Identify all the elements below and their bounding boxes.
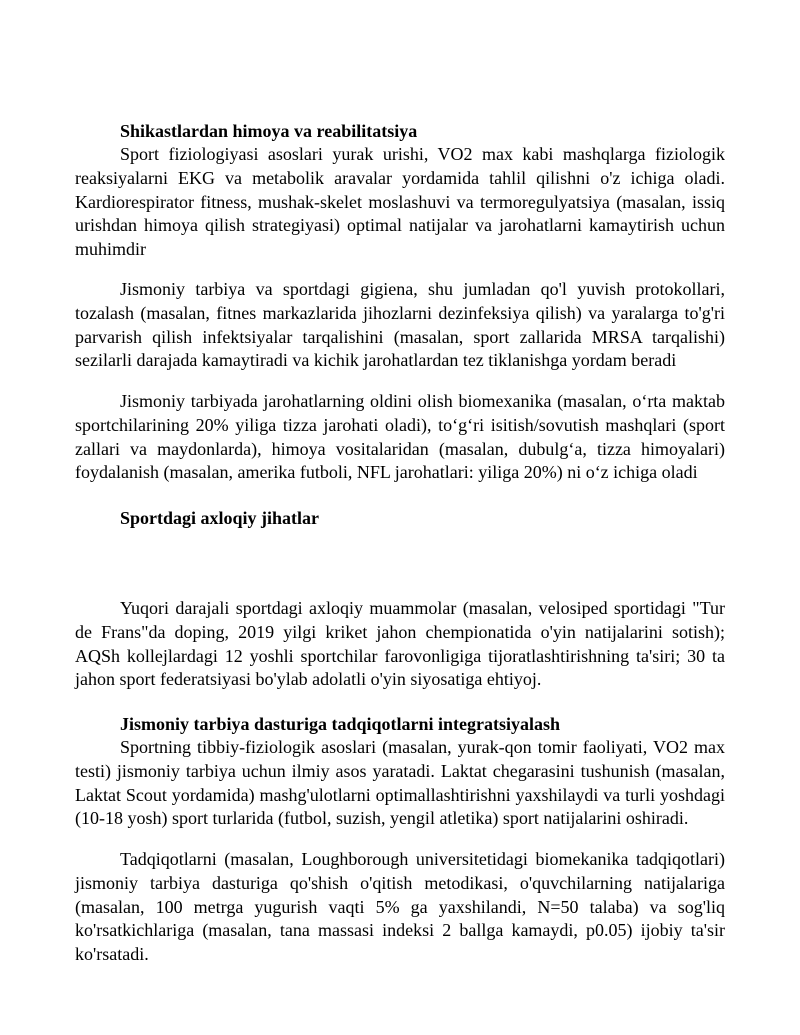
paragraph (75, 848, 725, 967)
paragraph-line: Sportning tibbiy-fiziologik asoslari (masalan, yurak-qon tomir faoliyati, VO2 max (120, 737, 725, 757)
section-heading-injury-protection: Shikastlardan himoya va reabilitatsiya (120, 121, 418, 141)
paragraph-line: Jismoniy tarbiya va sportdagi gigiena, shu jumladan qo'l yuvish protokollari, (120, 279, 725, 299)
paragraph-line: Jismoniy tarbiyada jarohatlarning oldini olish biomexanika (masalan, o‘rta maktab (120, 391, 725, 411)
paragraph-line: ko'rsatkichlariga (masalan, tana massasi indeksi 2 ballga kamaydi, p0.05) ijobiy ta'sir (75, 920, 725, 941)
section-heading-research-integration: Jismoniy tarbiya dasturiga tadqiqotlarni integratsiyalash (120, 714, 561, 734)
paragraph-line: foydalanish (masalan, amerika futboli, NFL jarohatlari: yiliga 20%) ni o‘z ichiga oladi (75, 462, 698, 483)
paragraph (75, 736, 725, 831)
paragraph (75, 278, 725, 373)
paragraph-line: de Frans"da doping, 2019 yilgi kriket jahon chempionatida o'yin natijalarini sotish); (75, 621, 725, 642)
paragraph-line: jismoniy tarbiya dasturiga qo'shish o'qitish metodikasi, o'quvchilarning natijalariga (75, 872, 725, 893)
paragraph-line: zallari va maydonlarda), himoya vositalaridan (masalan, dubulg‘a, tizza himoyalari) (75, 438, 725, 459)
paragraph-line: muhimdir (75, 239, 146, 259)
paragraph-line: jahon sport federatsiyasi bo'ylab adolatli o'yin siyosatiga ehtiyoj. (75, 669, 542, 690)
paragraph-line: parvarish qilish infektsiyalar tarqalishini (masalan, sport zallarida MRSA tarqalishi) (75, 326, 725, 347)
paragraph-line: Laktat Scout yordamida) mashg'ulotlarni optimallashtirishni yaxshilaydi va turli yoshdagi (75, 784, 725, 805)
paragraph-line: sezilarli darajada kamaytiradi va kichik jarohatlardan tez tiklanishga yordam beradi (75, 350, 677, 371)
paragraph-line: urishdan himoya qilish strategiyasi) optimal natijalar va jarohatlarni kamaytirish uchun (75, 215, 725, 236)
paragraph-line: testi) jismoniy tarbiya uchun ilmiy asos yaratadi. Laktat chegarasini tushunish (masalan, (75, 760, 725, 781)
paragraph-line: reaksiyalarni EKG va metabolik aravalar yordamida tahlil qilishni o'z ichiga oladi. (75, 167, 725, 188)
paragraph (75, 597, 725, 692)
paragraph-line: Yuqori darajali sportdagi axloqiy muammolar (masalan, velosiped sportidagi "Tur (120, 598, 725, 618)
paragraph-line: (10-18 yosh) sport turlarida (futbol, suzish, yengil atletika) sport natijalarini oshiradi. (75, 808, 689, 829)
paragraph-line: sportchilarining 20% yiliga tizza jarohati oladi), to‘g‘ri isitish/sovutish mashqlari (sport (75, 414, 725, 435)
paragraph-line: Sport fiziologiyasi asoslari yurak urishi, VO2 max kabi mashqlarga fiziologik (120, 144, 725, 164)
section-heading-sports-ethics: Sportdagi axloqiy jihatlar (120, 508, 320, 528)
paragraph (75, 143, 725, 262)
paragraph-line: Kardiorespirator fitness, mushak-skelet moslashuvi va termoregulyatsiya (masalan, issiq (75, 191, 725, 212)
paragraph-line: AQSh kollejlardagi 12 yoshli sportchilar farovonligiga tijoratlashtirishning ta'siri; 30 ta (75, 645, 725, 666)
paragraph-line: tozalash (masalan, fitnes markazlarida jihozlarni dezinfeksiya qilish) va yaralarga to'g'ri (75, 302, 725, 323)
paragraph-line: (masalan, 100 metrga yugurish vaqti 5% ga yaxshilandi, N=50 talaba) va sog'liq (75, 896, 725, 917)
paragraph (75, 390, 725, 485)
paragraph-line: Tadqiqotlarni (masalan, Loughborough universitetidagi biomekanika tadqiqotlari) (120, 849, 725, 869)
paragraph-line: ko'rsatadi. (75, 944, 149, 964)
